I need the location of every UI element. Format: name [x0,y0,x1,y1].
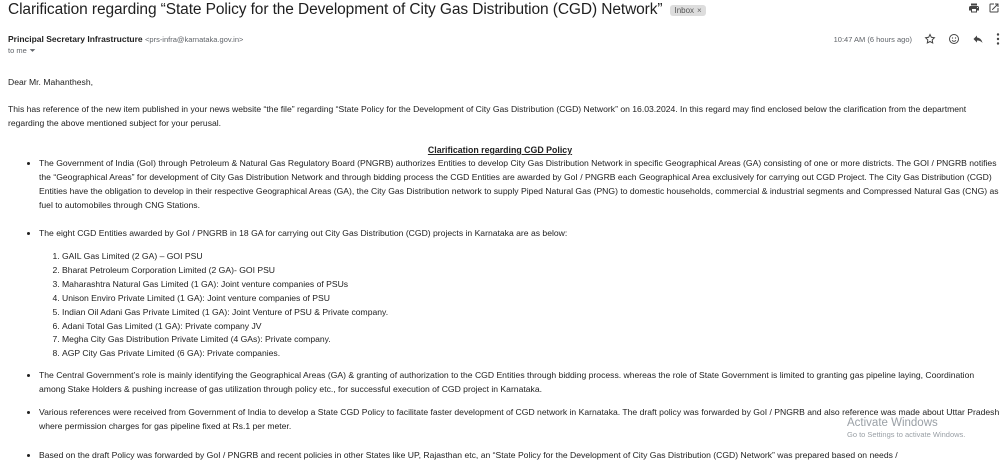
sender-email: <prs-infra@karnataka.gov.in> [145,35,244,44]
bullet-item: • The Central Government’s role is mainly identifying the Geographical Areas (GA) & granting of authorization to the CGD Entities through bidding process. whereas the role of State Government is limited to granting gas pipeline laying, Coordination among Stake Holders & pushing increase of gas utilization through policy etc., for successful execution of CGD project in Karnataka. [39,369,1000,397]
watermark-subtitle: Go to Settings to activate Windows. [847,430,966,439]
thread-actions [968,2,1000,14]
watermark-title: Activate Windows [847,417,938,429]
bullet-item: • The Government of India (GoI) through Petroleum & Natural Gas Regulatory Board (PNGRB) authorizes Entities to develop City Gas Distribution Network in specific Geographical Areas (GA) consisting of one or more districts. The GOI / PNGRB notifies the “Geographical Areas” for development of City Gas Distribution Network and through bidding process the CGD Entities are awarded by GoI / PNGRB each Geographical Area exclusively for carrying out CGD Project. The City Gas Distribution (CGD) Entities have the obligation to develop in their respective Geographical Areas (GA), the City Gas Distribution network to supply Piped Natural Gas (PNG) to domestic households, commercial & industrial segments and Compressed Natural Gas (CNG) as fuel to automobiles through CNG Stations. [39,157,1000,213]
bullet-item: • The eight CGD Entities awarded by GoI / PNGRB in 18 GA for carrying out City Gas Distribution (CGD) projects in Karnataka are as below: [39,227,1000,241]
entity-item: 2. Bharat Petroleum Corporation Limited (2 GA)- GOI PSU [62,264,388,278]
print-icon[interactable] [968,2,980,14]
emoji-icon[interactable] [948,33,960,45]
bullet-list [25,227,1000,241]
entity-item: 5. Indian Oil Adani Gas Private Limited (1 GA): Joint Venture of PSU & Private company. [62,306,388,320]
caret-down-icon[interactable] [29,47,36,54]
entities-list [48,250,388,361]
open-in-new-icon[interactable] [988,2,1000,14]
bullet-list [25,157,1000,213]
subject-row [8,0,706,20]
sender-row [8,34,243,44]
sender-name[interactable]: Principal Secretary Infrastructure [8,34,143,44]
entity-item: 7. Megha City Gas Distribution Private Limited (4 GAs): Private company. [62,333,388,347]
bullet-item: • Based on the draft Policy was forwarded by GoI / PNGRB and recent policies in other States like UP, Rajasthan etc, an “State Policy for the Development of City Gas Distribution (CGD) Network” was prepared based on needs / [39,449,1000,463]
remove-label-icon[interactable]: × [697,5,702,15]
entity-item: 4. Unison Enviro Private Limited (1 GA): Joint venture companies of PSU [62,292,388,306]
intro-paragraph: This has reference of the new item published in your news website “the file” regarding “State Policy for the Development of City Gas Distribution (CGD) Network” on 16.03.2024. In this regard may find enclosed below the clarification from the department regarding the above mentioned subject for your perusal. [8,104,967,128]
inbox-label-text: Inbox [674,5,695,15]
recipient-details[interactable] [8,46,36,55]
recipient-text: to me [8,46,27,55]
email-subject: Clarification regarding “State Policy for the Development of City Gas Distribution (CGD) Network” [8,1,663,18]
entity-item: 6. Adani Total Gas Limited (1 GA): Private company JV [62,320,388,334]
bullet-list [25,449,1000,463]
timestamp: 10:47 AM (6 hours ago) [833,34,912,44]
more-vert-icon[interactable] [996,33,1000,45]
entity-item: 1. GAIL Gas Limited (2 GA) – GOI PSU [62,250,388,264]
message-meta [834,33,1000,45]
reply-icon[interactable] [972,33,984,45]
star-icon[interactable] [924,33,936,45]
inbox-label-badge[interactable] [670,5,705,16]
entity-item: 3. Maharashtra Natural Gas Limited (1 GA): Joint venture companies of PSUs [62,278,388,292]
bullet-list [25,369,1000,397]
activate-windows-watermark [847,417,965,439]
bullet-item: • Various references were received from Government of India to develop a State CGD Policy to facilitate faster development of CGD network in Karnataka. The draft policy was forwarded by GoI / PNGRB and also reference was made about Uttar Pradesh where permission charges for gas pipeline fixed at Rs.1 per meter. [39,406,1000,434]
greeting: Dear Mr. Mahanthesh, [8,77,94,87]
entity-item: 8. AGP City Gas Private Limited (6 GA): Private companies. [62,347,388,361]
section-heading: Clarification regarding CGD Policy [427,145,573,155]
